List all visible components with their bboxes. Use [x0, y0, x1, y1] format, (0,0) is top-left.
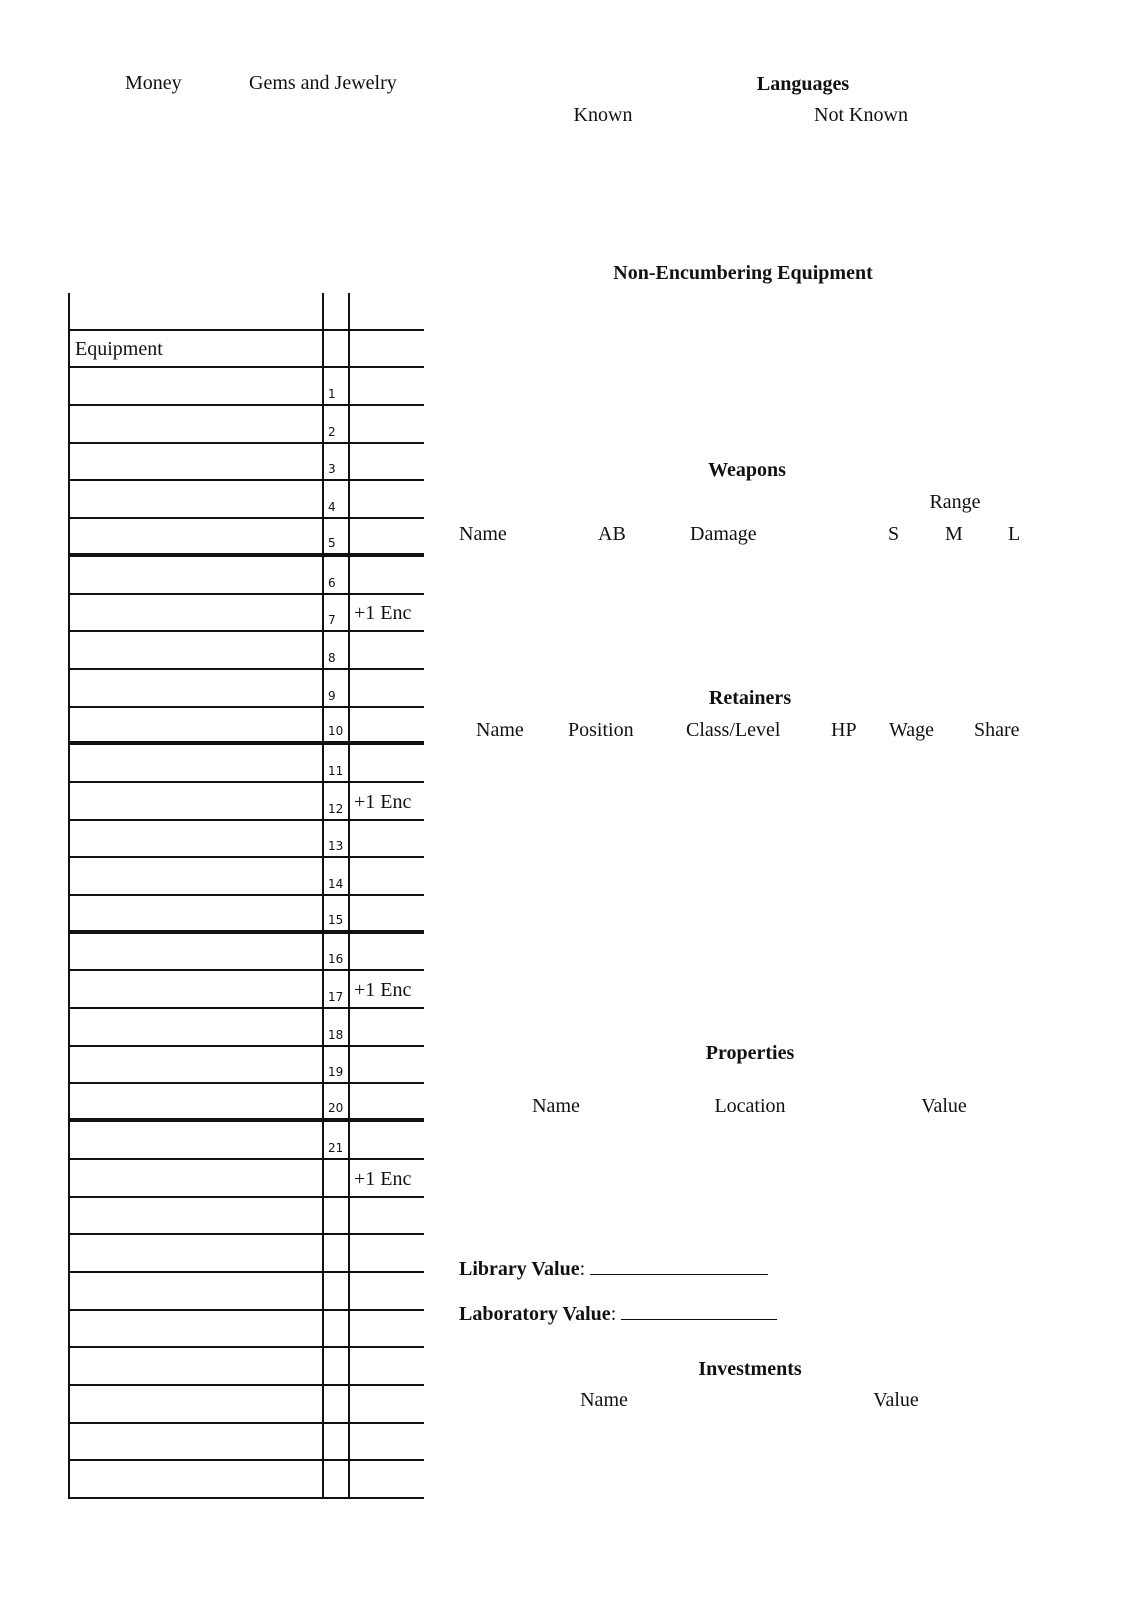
equipment-name-cell[interactable]	[68, 1386, 324, 1422]
equipment-row	[68, 481, 424, 519]
equipment-name-cell[interactable]	[68, 896, 324, 930]
languages-known-label: Known	[573, 104, 633, 126]
equipment-row	[68, 293, 424, 331]
equipment-enc-cell-text: +1 Enc	[354, 1167, 412, 1190]
equipment-name-cell[interactable]	[68, 632, 324, 668]
equipment-number-cell-text: 4	[328, 500, 336, 515]
retainers-share-col: Share	[974, 719, 1020, 741]
equipment-row	[68, 519, 424, 557]
equipment-name-cell[interactable]	[68, 1198, 324, 1234]
equipment-number-cell-text: 5	[328, 535, 336, 550]
equipment-name-cell[interactable]	[68, 670, 324, 706]
retainers-wage-col: Wage	[889, 719, 935, 741]
weapons-range-m-col: M	[945, 523, 963, 545]
investments-heading: Investments	[698, 1358, 802, 1380]
equipment-enc-cell	[348, 293, 426, 329]
equipment-number-cell-text: 18	[328, 1027, 344, 1042]
equipment-number-cell-text: 12	[328, 801, 344, 816]
equipment-row	[68, 1084, 424, 1122]
equipment-number-cell-text: 10	[328, 724, 344, 739]
equipment-name-cell[interactable]	[68, 444, 324, 480]
equipment-enc-cell-text: +1 Enc	[354, 790, 412, 813]
equipment-number-cell-text: 15	[328, 912, 344, 927]
equipment-name-cell[interactable]	[68, 1160, 324, 1196]
properties-name-col: Name	[532, 1095, 580, 1117]
properties-heading: Properties	[705, 1042, 795, 1064]
equipment-enc-cell-text: +1 Enc	[354, 602, 412, 625]
equipment-enc-cell	[348, 557, 426, 593]
equipment-number-cell	[322, 670, 350, 706]
properties-location-col: Location	[714, 1095, 786, 1117]
equipment-number-cell	[322, 1198, 350, 1234]
equipment-number-cell	[322, 1273, 350, 1309]
equipment-number-cell-text: 7	[328, 613, 336, 628]
equipment-number-cell	[322, 1160, 350, 1196]
equipment-row	[68, 971, 424, 1009]
equipment-row	[68, 896, 424, 934]
equipment-number-cell	[322, 1461, 350, 1497]
gems-heading: Gems and Jewelry	[249, 72, 397, 94]
equipment-row	[68, 1235, 424, 1273]
equipment-row	[68, 1047, 424, 1085]
equipment-name-cell[interactable]	[68, 519, 324, 553]
languages-not-known-label: Not Known	[814, 104, 908, 126]
equipment-number-cell-text: 1	[328, 387, 336, 402]
equipment-row	[68, 783, 424, 821]
equipment-name-cell[interactable]	[68, 1009, 324, 1045]
equipment-name-cell[interactable]	[68, 595, 324, 631]
equipment-name-cell[interactable]	[68, 481, 324, 517]
equipment-enc-cell	[348, 1047, 426, 1083]
equipment-enc-cell	[348, 821, 426, 857]
equipment-number-cell	[322, 481, 350, 517]
equipment-name-cell[interactable]	[68, 858, 324, 894]
equipment-name-cell[interactable]	[68, 1273, 324, 1309]
equipment-number-cell	[322, 293, 350, 329]
equipment-enc-cell	[348, 858, 426, 894]
equipment-name-cell[interactable]	[68, 745, 324, 781]
equipment-number-cell-text: 20	[328, 1101, 344, 1116]
equipment-row	[68, 595, 424, 633]
equipment-enc-cell	[348, 708, 426, 742]
equipment-number-cell-text: 6	[328, 575, 336, 590]
equipment-number-cell	[322, 406, 350, 442]
equipment-name-cell[interactable]	[68, 331, 324, 367]
weapons-range-l-col: L	[1008, 523, 1021, 545]
colon: :	[579, 1258, 586, 1280]
equipment-number-cell-text: 19	[328, 1065, 344, 1080]
equipment-row	[68, 708, 424, 746]
equipment-number-cell	[322, 368, 350, 404]
equipment-row	[68, 331, 424, 369]
equipment-enc-cell	[348, 1273, 426, 1309]
equipment-name-cell[interactable]	[68, 821, 324, 857]
equipment-number-cell-text: 9	[328, 688, 336, 703]
equipment-enc-cell	[348, 481, 426, 517]
retainers-heading: Retainers	[708, 687, 792, 709]
laboratory-value-blank[interactable]	[621, 1301, 777, 1320]
equipment-number-cell-text: 3	[328, 462, 336, 477]
equipment-row	[68, 934, 424, 972]
equipment-row	[68, 1348, 424, 1386]
equipment-row	[68, 1461, 424, 1499]
equipment-row	[68, 557, 424, 595]
equipment-number-cell	[322, 1311, 350, 1347]
languages-heading: Languages	[756, 73, 850, 95]
equipment-number-cell-text: 14	[328, 877, 344, 891]
equipment-number-cell	[322, 1424, 350, 1460]
library-value-field[interactable]	[459, 1256, 768, 1281]
equipment-number-cell	[322, 632, 350, 668]
weapons-range-label: Range	[929, 491, 981, 513]
equipment-number-cell-text: 8	[328, 650, 336, 665]
equipment-row	[68, 1160, 424, 1198]
equipment-number-cell-text: 17	[328, 990, 344, 1005]
equipment-name-cell[interactable]	[68, 708, 324, 742]
retainers-name-col: Name	[476, 719, 524, 741]
equipment-row	[68, 1311, 424, 1349]
equipment-number-cell-text: 21	[328, 1140, 344, 1155]
money-heading: Money	[125, 72, 182, 94]
equipment-enc-cell	[348, 1198, 426, 1234]
equipment-number-cell	[322, 821, 350, 857]
equipment-row	[68, 632, 424, 670]
equipment-row	[68, 406, 424, 444]
equipment-enc-cell	[348, 444, 426, 480]
equipment-row	[68, 1424, 424, 1462]
retainers-hp-col: HP	[831, 719, 857, 741]
equipment-enc-cell	[348, 896, 426, 930]
equipment-number-cell	[322, 1122, 350, 1158]
equipment-enc-cell	[348, 1461, 426, 1497]
equipment-enc-cell	[348, 1160, 426, 1196]
weapons-name-col: Name	[459, 523, 507, 545]
equipment-number-cell	[322, 783, 350, 819]
equipment-row	[68, 858, 424, 896]
equipment-number-cell-text: 16	[328, 952, 344, 967]
retainers-position-col: Position	[568, 719, 634, 741]
equipment-number-cell	[322, 1386, 350, 1422]
weapons-heading: Weapons	[708, 459, 786, 481]
equipment-number-cell	[322, 331, 350, 367]
equipment-number-cell	[322, 934, 350, 970]
equipment-enc-cell	[348, 632, 426, 668]
equipment-name-cell[interactable]	[68, 557, 324, 593]
investments-name-col: Name	[580, 1389, 628, 1411]
equipment-name-cell[interactable]	[68, 1311, 324, 1347]
equipment-enc-cell	[348, 971, 426, 1007]
equipment-number-cell-text: 2	[328, 424, 336, 439]
equipment-enc-cell	[348, 783, 426, 819]
equipment-name-cell[interactable]	[68, 934, 324, 970]
equipment-enc-cell	[348, 670, 426, 706]
equipment-name-cell[interactable]	[68, 783, 324, 819]
equipment-enc-cell	[348, 368, 426, 404]
equipment-enc-cell-text: +1 Enc	[354, 979, 412, 1002]
equipment-name-cell[interactable]	[68, 406, 324, 442]
equipment-enc-cell	[348, 1009, 426, 1045]
equipment-row	[68, 1273, 424, 1311]
equipment-number-cell	[322, 1084, 350, 1118]
equipment-enc-cell	[348, 934, 426, 970]
equipment-number-cell	[322, 444, 350, 480]
equipment-row	[68, 1122, 424, 1160]
equipment-name-cell[interactable]	[68, 1461, 324, 1497]
equipment-number-cell	[322, 595, 350, 631]
equipment-number-cell	[322, 971, 350, 1007]
equipment-enc-cell	[348, 1122, 426, 1158]
retainers-class-level-col: Class/Level	[686, 719, 781, 741]
equipment-name-cell[interactable]	[68, 971, 324, 1007]
laboratory-value-label: Laboratory Value	[459, 1303, 611, 1325]
equipment-name-cell[interactable]	[68, 1424, 324, 1460]
equipment-table	[68, 293, 424, 1499]
equipment-name-cell[interactable]	[68, 1047, 324, 1083]
equipment-row	[68, 368, 424, 406]
weapons-ab-col: AB	[598, 523, 626, 545]
equipment-number-cell	[322, 1047, 350, 1083]
equipment-number-cell	[322, 1009, 350, 1045]
equipment-enc-cell	[348, 1424, 426, 1460]
non-encumbering-heading: Non-Encumbering Equipment	[613, 262, 873, 284]
equipment-enc-cell	[348, 1084, 426, 1118]
laboratory-value-field[interactable]	[459, 1301, 777, 1326]
equipment-enc-cell	[348, 595, 426, 631]
equipment-enc-cell	[348, 1311, 426, 1347]
colon: :	[610, 1303, 617, 1325]
equipment-number-cell	[322, 1235, 350, 1271]
equipment-row	[68, 1198, 424, 1236]
library-value-label: Library Value	[459, 1258, 580, 1280]
equipment-name-cell[interactable]	[68, 293, 324, 329]
weapons-range-s-col: S	[888, 523, 900, 545]
equipment-enc-cell	[348, 745, 426, 781]
equipment-name-cell-text: Equipment	[75, 338, 163, 361]
library-value-blank[interactable]	[590, 1256, 768, 1275]
equipment-row	[68, 1386, 424, 1424]
equipment-enc-cell	[348, 1348, 426, 1384]
investments-value-col: Value	[873, 1389, 919, 1411]
equipment-row	[68, 821, 424, 859]
equipment-row	[68, 670, 424, 708]
weapons-damage-col: Damage	[690, 523, 757, 545]
equipment-number-cell	[322, 858, 350, 894]
equipment-number-cell	[322, 708, 350, 742]
equipment-enc-cell	[348, 519, 426, 553]
equipment-number-cell	[322, 519, 350, 553]
properties-value-col: Value	[921, 1095, 967, 1117]
equipment-number-cell	[322, 557, 350, 593]
equipment-number-cell-text: 13	[328, 839, 344, 854]
equipment-row	[68, 444, 424, 482]
equipment-name-cell[interactable]	[68, 1235, 324, 1271]
equipment-number-cell	[322, 1348, 350, 1384]
equipment-number-cell-text: 11	[328, 763, 344, 778]
equipment-name-cell[interactable]	[68, 1084, 324, 1118]
equipment-number-cell	[322, 896, 350, 930]
equipment-name-cell[interactable]	[68, 1122, 324, 1158]
equipment-enc-cell	[348, 406, 426, 442]
equipment-name-cell[interactable]	[68, 1348, 324, 1384]
equipment-enc-cell	[348, 1386, 426, 1422]
equipment-row	[68, 1009, 424, 1047]
equipment-enc-cell	[348, 1235, 426, 1271]
equipment-enc-cell	[348, 331, 426, 367]
equipment-row	[68, 745, 424, 783]
equipment-name-cell[interactable]	[68, 368, 324, 404]
equipment-number-cell	[322, 745, 350, 781]
